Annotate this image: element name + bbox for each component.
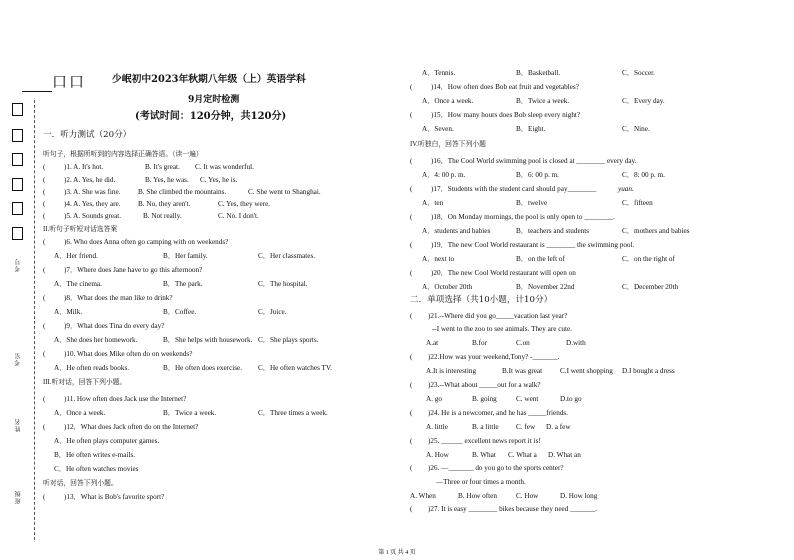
option: D.to go [560, 395, 582, 403]
option: B. It's great. [145, 163, 180, 171]
option: B．November 22nd [516, 283, 575, 291]
question: )18．On Monday mornings, the pool is only open to ________. [431, 213, 615, 221]
option: A．Her friend. [54, 252, 98, 260]
question: )10. What does Mike often do on weekends? [64, 350, 193, 358]
option: C．Three times a week. [258, 409, 328, 417]
option: C. How [516, 492, 539, 500]
option: B. Not really. [143, 212, 182, 220]
option: A．Once a week. [422, 97, 474, 105]
option: C．Her classmates. [258, 252, 316, 260]
margin-box [12, 202, 23, 215]
option: B. Yes, he was. [145, 176, 189, 184]
class-label: 班级 [16, 490, 22, 504]
option: A. little [426, 423, 448, 431]
option: A．students and babies [422, 227, 491, 235]
question: )15．How many hours does Bob sleep every night? [431, 111, 581, 119]
option: C．She plays sports. [258, 336, 319, 344]
question: )3. A. She was fine. [64, 188, 121, 196]
part3-intro: III.听对话，回答下列小题。 [43, 379, 127, 386]
question: )27. It is easy ________ bikes because they need _______. [428, 505, 598, 513]
option: C.on [516, 339, 530, 347]
option: A. How [426, 451, 449, 459]
option: B. a little [472, 423, 499, 431]
option: C．8: 00 p. m. [622, 171, 665, 179]
section-listening: 一．听力测试（20分） [43, 130, 132, 140]
option: A. go [426, 395, 442, 403]
option: B．Eight. [516, 125, 546, 133]
option: A．Once a week. [54, 409, 106, 417]
question: )1. A. It's hot. [64, 163, 104, 171]
question: )7．Where does Jane have to go this afternoon? [64, 266, 203, 274]
option: C.I went shopping [560, 367, 613, 375]
exam-number-label: 考号 [16, 258, 22, 272]
option: A．4: 00 p. m. [422, 171, 466, 179]
question-unit: yuan. [618, 185, 634, 193]
option: A.It is interesting [426, 367, 477, 375]
option: A．Tennis. [422, 69, 456, 77]
question: )24. He is a newcomer, and he has _____friends. [428, 409, 569, 417]
question: )12．What does Jack often do on the Internet? [64, 423, 199, 431]
option: B．6: 00 p. m. [516, 171, 559, 179]
exam-info: (考试时间：120分钟，共120分) [135, 111, 287, 122]
option: B．He often writes e-mails. [54, 451, 136, 459]
option: B．teachers and students [516, 227, 590, 235]
option: A．Milk. [54, 308, 83, 316]
margin-box [12, 178, 23, 191]
option: B. going [472, 395, 497, 403]
option: D.I bought a dress [622, 367, 675, 375]
question: )26. —_______ do you go to the sports center? [428, 464, 564, 472]
option: B. What [472, 451, 496, 459]
option: C．Juice. [258, 308, 287, 316]
question-dialog: --I went to the zoo to see animals. They are cute. [432, 325, 572, 333]
cut-line [34, 100, 35, 540]
part4-monologue-intro: IV.听独白，回答下列小题 [410, 141, 486, 148]
option: C. Yes, they were. [218, 200, 271, 208]
question: )19．The new Cool World restaurant is ________ the swimming pool. [431, 241, 635, 249]
option: B．She helps with housework. [163, 336, 253, 344]
option: C．on the right of [622, 255, 675, 263]
question: )20．The new Cool World restaurant will open on [431, 269, 576, 277]
question: )4. A. Yes, they are. [64, 200, 121, 208]
option: A．The cinema. [54, 280, 102, 288]
option: B. How often [458, 492, 497, 500]
option: B．Coffee. [163, 308, 197, 316]
question: )22.How was your weekend,Tony? -_______. [428, 353, 560, 361]
exam-title: 少岷初中2023年秋期八年级（上）英语学科 [112, 74, 306, 85]
option: B．He often does exercise. [163, 364, 243, 372]
option: C. No. I don't. [218, 212, 259, 220]
question: )6. Who does Anna often go camping with on weekends? [64, 238, 229, 246]
option: B. She climbed the mountains. [138, 188, 227, 196]
margin-box [12, 153, 23, 166]
option: D. How long [560, 492, 598, 500]
option: C．mothers and babies [622, 227, 690, 235]
option: C．He often watches movies [54, 465, 139, 473]
part1-intro: 听句子，根据所听到的内容选择正确答语。（读一遍） [43, 151, 203, 158]
question: )13．What is Bob's favorite sport? [64, 493, 165, 501]
option: B．on the left of [516, 255, 565, 263]
option: A．ten [422, 199, 444, 207]
option: B．Basketball. [516, 69, 561, 77]
exam-page: 口口 考号 考室 姓名 班级 少岷初中2023年秋期八年级（上）英语学科 9月定时检测 (考试时间：120分钟，共120分) 一．听力测试（20分） 听句子，根据所听到的内容选择正确答语。（读一遍） ( )1. A. It's hot. B. It's great. C. It was wonderful. ( )2. A. Yes, he did. B. Yes, he was. C. Yes, he is. ( )3. A. She was fine. B. She climbed the mountains. C. She went to Shanghai. ( )4. A. Yes, they are. B. No, they aren't. C. Yes, they were. ( )5. A. Sounds great. B. Not really. C. No. I don't. II.听句子听短对话选答案 ( )6. Who does Anna often go camping with on weekends? A．Her friend. B．Her family. C．Her classmates. ( )7．Where does Jane have to go this afternoon? A．The cinema. B．The park. C．The hospital. ( )8．What does the man like to drink? A．Milk. B．Coffee. C．Juice. ( )9．What does Tina do every day? A．She does her homework. B．She helps with housework. C．She plays sports. ( )10. What does Mike often do on weekends? A．He often reads books. B．He often does exercise. C．He often watches TV. III.听对话，回答下列小题。 ( )11. How often does Jack use the Internet? A．Once a week. B．Twice a week. C．Three times a week. ( )12．What does Jack often do on the Internet? A．He often plays computer games. B．He often writes e-mails. C．He often watches movies 听对话，回答下列小题。 ( )13．What is Bob's favorite sport? A．Tennis. B．Basketball. C．Soccer. ( )14．How often does Bob eat fruit and vegetables? A．Once a week. B．Twice a week. C．Every day. ( )15．How many hours does Bob sleep every night? A．Seven. B．Eight. C．Nine. IV.听独白，回答下列小题 ( )16．The Cool World swimming pool is closed at ________ every day. A．4: 00 p. m. B．6: 00 p. m. C．8: 00 p. m. ( )17．Students with the student card should pay________ yuan. A．ten B．twelve C．fifteen ( )18．On Monday mornings, the pool is only open to ________. A．students and babies B．teachers and students C．mothers and babies ( )19．The new Cool World restaurant is ________ the swimming pool. A．next to B．on the left of C．on the right of ( )20．The new Cool World restaurant will open on A．October 20th B．November 22nd C．December 20th 二．单项选择（共10小题，计10分） ( )21.--Where did you go_____vacation last year? --I went to the zoo to see animals. They are cute. A.at B.for C.on D.with ( )22.How was your weekend,Tony? -_______. A.It is interesting B.It was great C.I went shopping D.I bought a dress ( )23.--What about _____out for a walk? A. go B. going C. went D.to go ( )24. He is a newcomer, and he has _____friends. A. little B. a little C. few D. a few ( )25. ______ excellent news report it is! A. How B. What C. What a D. What an ( )26. —_______ do you go to the sports center? —Three or four times a month. A. When B. How often C. How D. How long ( )27. It is easy ________ bikes because they need _______. 第 1 页 共 4 页 [0, 0, 794, 560]
page-footer: 第 1 页 共 4 页 [378, 550, 416, 556]
part4-intro: 听对话，回答下列小题。 [43, 480, 118, 487]
option: B．twelve [516, 199, 548, 207]
option: A. When [410, 492, 436, 500]
question-dialog: —Three or four times a month. [436, 478, 526, 486]
question: )21.--Where did you go_____vacation last year? [428, 312, 568, 320]
option: C．The hospital. [258, 280, 308, 288]
question: )23.--What about _____out for a walk? [428, 381, 541, 389]
margin-box [12, 129, 23, 142]
option: B.for [472, 339, 487, 347]
option: C. It was wonderful. [195, 163, 254, 171]
option: C. She went to Shanghai. [248, 188, 321, 196]
option: D. a few [546, 423, 571, 431]
question: )11. How often does Jack use the Internet? [64, 395, 187, 403]
option: B. No, they aren't. [138, 200, 191, 208]
option: D. What an [548, 451, 581, 459]
option: C. Yes, he is. [200, 176, 238, 184]
option: B．Twice a week. [163, 409, 217, 417]
option: A．He often plays computer games. [54, 437, 160, 445]
option: B．Her family. [163, 252, 208, 260]
name-label: 姓名 [16, 418, 22, 432]
option: B．Twice a week. [516, 97, 570, 105]
question: )2. A. Yes, he did. [64, 176, 116, 184]
section-single-choice: 二．单项选择（共10小题，计10分） [410, 295, 553, 305]
margin-box [12, 227, 23, 240]
option: B．The park. [163, 280, 203, 288]
option: A．Seven. [422, 125, 454, 133]
question: )9．What does Tina do every day? [64, 322, 165, 330]
option: C. few [516, 423, 536, 431]
question: )16．The Cool World swimming pool is closed at ________ every day. [431, 157, 637, 165]
option: C．He often watches TV. [258, 364, 332, 372]
option: A．next to [422, 255, 455, 263]
option: C．Soccer. [622, 69, 655, 77]
option: B.It was great [502, 367, 543, 375]
question: )14．How often does Bob eat fruit and vegetables? [431, 83, 579, 91]
option: A．He often reads books. [54, 364, 130, 372]
question: )5. A. Sounds great. [64, 212, 122, 220]
option: C．fifteen [622, 199, 653, 207]
question: )8．What does the man like to drink? [64, 294, 173, 302]
question: )25. ______ excellent news report it is! [428, 437, 541, 445]
option: C．Every day. [622, 97, 665, 105]
option: C. went [516, 395, 539, 403]
option: C．Nine. [622, 125, 650, 133]
exam-room-label: 考室 [16, 352, 22, 366]
option: C．December 20th [622, 283, 679, 291]
question: )17．Students with the student card should pay________ [431, 185, 597, 193]
option: D.with [566, 339, 586, 347]
option: A．She does her homework. [54, 336, 138, 344]
header-boxes: 口口 [52, 73, 87, 91]
option: A．October 20th [422, 283, 473, 291]
part2-intro: II.听句子听短对话选答案 [43, 226, 118, 233]
option: A.at [426, 339, 439, 347]
exam-subtitle: 9月定时检测 [188, 95, 240, 105]
margin-top-line [22, 91, 52, 92]
option: C. What a [508, 451, 537, 459]
margin-box [12, 103, 23, 116]
